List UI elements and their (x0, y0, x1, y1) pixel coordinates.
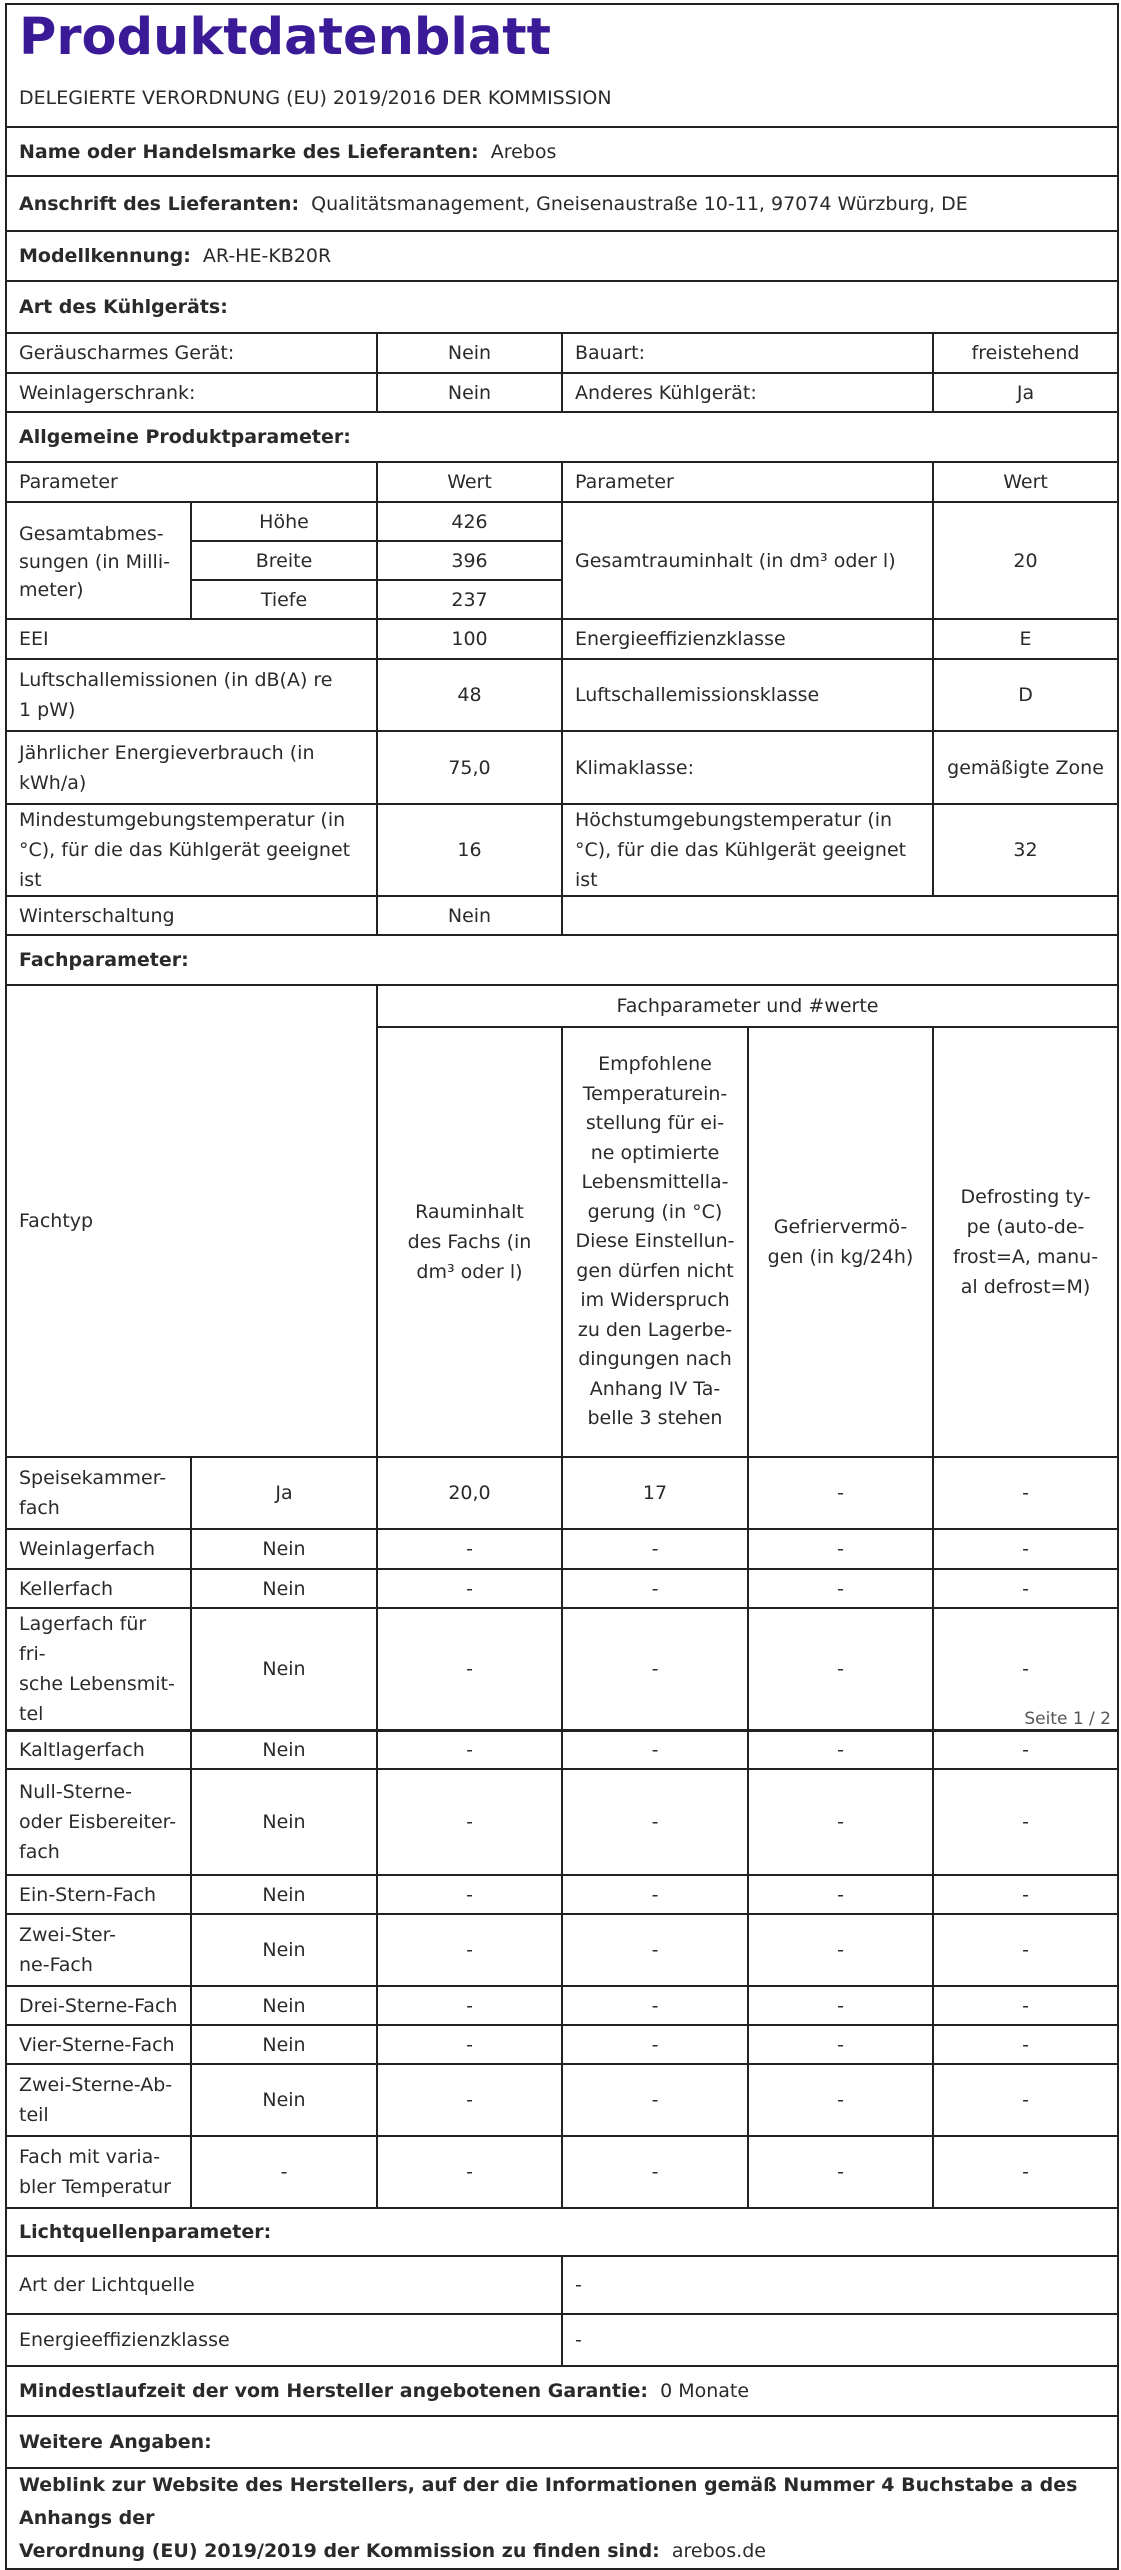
light-source-class-value: - (562, 2314, 1118, 2366)
header-line: Defrosting ty- (960, 1186, 1091, 1208)
compartment-row (6, 1731, 1118, 1769)
name-line: Speisekammer- (19, 1467, 167, 1489)
header-line: Empfohlene (598, 1053, 712, 1076)
compartment-defrost: - (933, 1769, 1118, 1875)
compartment-volume: - (377, 1529, 562, 1569)
name-line: teil (19, 2104, 49, 2126)
dimensions-label-line: Gesamtabmes- (19, 522, 164, 545)
col-header-compartment-type: Fachtyp (6, 985, 377, 1457)
compartment-row (6, 1914, 1118, 1986)
param-label-line: Höchstumgebungstemperatur (in (575, 809, 893, 831)
model-value: AR-HE-KB20R (202, 245, 332, 267)
param-value: D (933, 659, 1118, 731)
param-label: Weinlagerschrank: (6, 373, 377, 412)
compartment-name (6, 2136, 191, 2208)
param-value: 75,0 (377, 731, 562, 804)
compartment-defrost: - (933, 1986, 1118, 2025)
winter-switch-value: Nein (377, 896, 562, 935)
param-value: gemäßigte Zone (933, 731, 1118, 804)
name-line: ne-Fach (19, 1954, 93, 1976)
param-value: Nein (377, 333, 562, 373)
appliance-type-row (6, 333, 1118, 373)
dimension-value-depth: 237 (377, 580, 562, 619)
param-label (6, 659, 377, 731)
appliance-type-row (6, 373, 1118, 412)
compartment-freezing: - (748, 2136, 933, 2208)
col-header-value: Wert (933, 462, 1118, 502)
compartment-row (6, 2136, 1118, 2208)
dimension-name-width: Breite (191, 541, 377, 580)
weblink-label-line: Verordnung (EU) 2019/2019 der Kommission zu finden sind: (19, 2540, 660, 2562)
compartment-present: Nein (191, 1875, 377, 1914)
model-label: Modellkennung: (19, 245, 191, 267)
name-line: oder Eisbereiter- (19, 1811, 177, 1833)
dimension-value-width: 396 (377, 541, 562, 580)
dimensions-label (6, 502, 191, 619)
further-info-heading: Weitere Angaben: (6, 2416, 1118, 2468)
param-label-line: Mindestumgebungstemperatur (in (19, 809, 346, 831)
compartment-row (6, 1769, 1118, 1875)
param-value: freistehend (933, 333, 1118, 373)
weblink-label-line: Weblink zur Website des Herstellers, auf der die Informationen gemäß Nummer 4 Buchstabe a des Anhangs der (19, 2474, 1078, 2529)
compartment-temperature: - (562, 1875, 748, 1914)
param-value: 48 (377, 659, 562, 731)
dimension-name-height: Höhe (191, 502, 377, 541)
compartment-volume: - (377, 1769, 562, 1875)
compartment-present: Nein (191, 1986, 377, 2025)
compartment-temperature: - (562, 2064, 748, 2136)
warranty-value: 0 Monate (660, 2380, 750, 2402)
compartment-name (6, 1457, 191, 1529)
total-volume-value: 20 (933, 502, 1118, 619)
param-label-line: Jährlicher Energieverbrauch (in (19, 741, 315, 764)
compartment-params-group-header: Fachparameter und #werte (377, 985, 1118, 1027)
name-line: bler Temperatur (19, 2176, 171, 2198)
param-label: Geräuscharmes Gerät: (6, 333, 377, 373)
model-row (6, 231, 1118, 281)
compartment-name: Kaltlagerfach (6, 1731, 191, 1769)
general-param-row (6, 804, 1118, 896)
compartment-temperature: - (562, 1529, 748, 1569)
header-line: pe (auto-de- (966, 1216, 1085, 1238)
name-line: fach (19, 1497, 60, 1519)
compartment-volume: - (377, 2136, 562, 2208)
compartment-defrost: - (933, 1914, 1118, 1986)
compartments-heading: Fachparameter: (6, 935, 1118, 985)
name-line: sche Lebensmit- (19, 1673, 175, 1695)
supplier-value: Arebos (490, 140, 557, 163)
compartment-defrost: - (933, 1457, 1118, 1529)
compartment-name (6, 1914, 191, 1986)
total-volume-label: Gesamtrauminhalt (in dm³ oder l) (562, 502, 933, 619)
weblink-value[interactable]: arebos.de (671, 2540, 766, 2562)
col-header-defrosting-type (933, 1027, 1118, 1457)
dimension-name-depth: Tiefe (191, 580, 377, 619)
name-line: Zwei-Ster- (19, 1924, 117, 1946)
compartment-row (6, 1457, 1118, 1529)
dimension-value-height: 426 (377, 502, 562, 541)
compartment-volume: - (377, 2064, 562, 2136)
compartment-name: Vier-Sterne-Fach (6, 2025, 191, 2064)
compartment-freezing: - (748, 1569, 933, 1608)
name-line: tel (19, 1703, 44, 1725)
page-1 (5, 3, 1117, 1731)
compartment-name (6, 1769, 191, 1875)
compartment-temperature: - (562, 1769, 748, 1875)
warranty-row (6, 2366, 1118, 2416)
compartment-row (6, 2025, 1118, 2064)
header-line: Anhang IV Ta- (589, 1377, 721, 1400)
dimensions-label-line: meter) (19, 578, 84, 601)
compartment-volume: - (377, 1608, 562, 1730)
header-line: frost=A, manu- (952, 1246, 1099, 1268)
compartment-row (6, 1569, 1118, 1608)
header-line: des Fachs (in (407, 1231, 532, 1253)
compartment-name (6, 2064, 191, 2136)
compartment-volume: - (377, 1569, 562, 1608)
general-param-row (6, 619, 1118, 659)
compartment-freezing: - (748, 2064, 933, 2136)
light-source-type-value: - (562, 2256, 1118, 2314)
param-label (6, 731, 377, 804)
datasheet-table-page1 (5, 3, 1119, 1731)
param-label-line: kWh/a) (19, 771, 87, 794)
address-row (6, 176, 1118, 231)
name-line: Null-Sterne- (19, 1781, 132, 1803)
compartment-temperature: - (562, 1608, 748, 1730)
weblink-row (6, 2468, 1118, 2569)
winter-switch-row (6, 896, 1118, 935)
compartment-volume: - (377, 1914, 562, 1986)
header-line: belle 3 stehen (587, 1407, 723, 1430)
compartment-present: Nein (191, 1914, 377, 1986)
compartment-name: Kellerfach (6, 1569, 191, 1608)
compartment-row (6, 1529, 1118, 1569)
param-value: Nein (377, 373, 562, 412)
compartment-freezing: - (748, 1457, 933, 1529)
param-value: Ja (933, 373, 1118, 412)
header-line: Rauminhalt (415, 1201, 524, 1223)
compartment-defrost: - (933, 1875, 1118, 1914)
col-header-value: Wert (377, 462, 562, 502)
warranty-label: Mindestlaufzeit der vom Hersteller angebotenen Garantie: (19, 2380, 648, 2402)
header-line: Temperaturein- (582, 1082, 728, 1105)
header-line: gerung (in °C) (587, 1200, 723, 1223)
col-header-freezing-capacity (748, 1027, 933, 1457)
compartment-present: Nein (191, 2064, 377, 2136)
compartment-name: Ein-Stern-Fach (6, 1875, 191, 1914)
compartment-temperature: - (562, 1986, 748, 2025)
address-label: Anschrift des Lieferanten: (19, 192, 300, 215)
compartment-present: Nein (191, 1608, 377, 1730)
address-value: Qualitätsmanagement, Gneisenaustraße 10-11, 97074 Würzburg, DE (311, 192, 968, 215)
compartment-freezing: - (748, 1914, 933, 1986)
param-value: E (933, 619, 1118, 659)
general-params-header-row (6, 462, 1118, 502)
param-value: 32 (933, 804, 1118, 896)
header-line: zu den Lagerbe- (577, 1318, 733, 1341)
compartment-present: - (191, 2136, 377, 2208)
param-label-line: °C), für die das Kühlgerät geeignet ist (19, 839, 351, 891)
dimensions-label-line: sungen (in Milli- (19, 550, 170, 573)
header-line: Diese Einstellun- (575, 1230, 735, 1253)
compartment-row (6, 2064, 1118, 2136)
header-line: dm³ oder l) (416, 1261, 523, 1283)
compartment-freezing: - (748, 2025, 933, 2064)
compartment-defrost: - (933, 1529, 1118, 1569)
empty-cell (562, 896, 1118, 935)
param-label: Energieeffizienzklasse (562, 619, 933, 659)
compartment-defrost: - (933, 2136, 1118, 2208)
compartment-freezing: - (748, 1608, 933, 1730)
light-source-heading: Lichtquellenparameter: (6, 2208, 1118, 2256)
light-source-type-row (6, 2256, 1118, 2314)
header-line: Gefriervermö- (773, 1216, 908, 1238)
compartment-name: Drei-Sterne-Fach (6, 1986, 191, 2025)
header-line: dingungen nach (578, 1348, 732, 1371)
compartment-defrost: - (933, 1731, 1118, 1769)
light-source-class-row (6, 2314, 1118, 2366)
param-label (562, 804, 933, 896)
param-label (6, 804, 377, 896)
general-params-heading: Allgemeine Produktparameter: (6, 412, 1118, 462)
name-line: fach (19, 1841, 60, 1863)
winter-switch-label: Winterschaltung (6, 896, 377, 935)
compartment-freezing: - (748, 1769, 933, 1875)
name-line: Fach mit varia- (19, 2146, 161, 2168)
param-label-line: Luftschallemissionen (in dB(A) re (19, 669, 333, 691)
compartment-freezing: - (748, 1731, 933, 1769)
header-line: al defrost=M) (960, 1276, 1091, 1298)
general-param-row (6, 731, 1118, 804)
header-line: gen (in kg/24h) (767, 1246, 914, 1268)
compartment-name: Weinlagerfach (6, 1529, 191, 1569)
compartment-present: Ja (191, 1457, 377, 1529)
compartment-volume: 20,0 (377, 1457, 562, 1529)
compartment-volume: - (377, 2025, 562, 2064)
compartment-freezing: - (748, 1875, 933, 1914)
compartment-row (6, 1986, 1118, 2025)
header-line: ne optimierte (590, 1141, 720, 1164)
page-title: Produktdatenblatt (6, 4, 1118, 69)
name-line: Lagerfach für fri- (19, 1613, 147, 1665)
param-label: Bauart: (562, 333, 933, 373)
col-header-parameter: Parameter (562, 462, 933, 502)
compartment-temperature: - (562, 2025, 748, 2064)
page-2 (5, 1730, 1117, 2570)
datasheet-table-page2 (5, 1730, 1119, 2570)
compartment-present: Nein (191, 1569, 377, 1608)
compartment-temperature: - (562, 1914, 748, 1986)
appliance-type-heading: Art des Kühlgeräts: (6, 281, 1118, 333)
compartment-volume: - (377, 1875, 562, 1914)
name-line: Zwei-Sterne-Ab- (19, 2074, 173, 2096)
compartment-defrost: - (933, 1569, 1118, 1608)
param-label: EEI (6, 619, 377, 659)
compartment-present: Nein (191, 2025, 377, 2064)
compartment-defrost: - (933, 2064, 1118, 2136)
header-line: stellung für ei- (585, 1112, 725, 1135)
param-label-line: 1 pW) (19, 699, 76, 721)
supplier-label: Name oder Handelsmarke des Lieferanten: (19, 140, 479, 163)
param-label: Klimaklasse: (562, 731, 933, 804)
light-source-class-label: Energieeffizienzklasse (6, 2314, 562, 2366)
supplier-row (6, 127, 1118, 176)
regulation-subtitle: DELEGIERTE VERORDNUNG (EU) 2019/2016 DER KOMMISSION (6, 69, 1118, 127)
col-header-temperature (562, 1027, 748, 1457)
compartment-volume: - (377, 1986, 562, 2025)
compartment-row (6, 1875, 1118, 1914)
param-label: Anderes Kühlgerät: (562, 373, 933, 412)
compartment-present: Nein (191, 1769, 377, 1875)
compartment-temperature: - (562, 2136, 748, 2208)
param-value: 100 (377, 619, 562, 659)
header-line: gen dürfen nicht (576, 1259, 734, 1282)
compartment-temperature: - (562, 1731, 748, 1769)
param-label: Luftschallemissionsklasse (562, 659, 933, 731)
col-header-volume (377, 1027, 562, 1457)
compartment-temperature: 17 (562, 1457, 748, 1529)
compartment-freezing: - (748, 1529, 933, 1569)
param-value: 16 (377, 804, 562, 896)
compartment-volume: - (377, 1731, 562, 1769)
col-header-parameter: Parameter (6, 462, 377, 502)
compartment-defrost: - (933, 1608, 1118, 1730)
page-number: Seite 1 / 2 (1024, 1709, 1111, 1729)
header-line: im Widerspruch (580, 1289, 730, 1312)
compartment-temperature: - (562, 1569, 748, 1608)
param-label-line: °C), für die das Kühlgerät geeignet ist (575, 839, 907, 891)
header-line: Lebensmittella- (581, 1171, 729, 1194)
compartment-present: Nein (191, 1529, 377, 1569)
general-param-row (6, 659, 1118, 731)
compartment-present: Nein (191, 1731, 377, 1769)
compartment-defrost: - (933, 2025, 1118, 2064)
compartment-freezing: - (748, 1986, 933, 2025)
light-source-type-label: Art der Lichtquelle (6, 2256, 562, 2314)
